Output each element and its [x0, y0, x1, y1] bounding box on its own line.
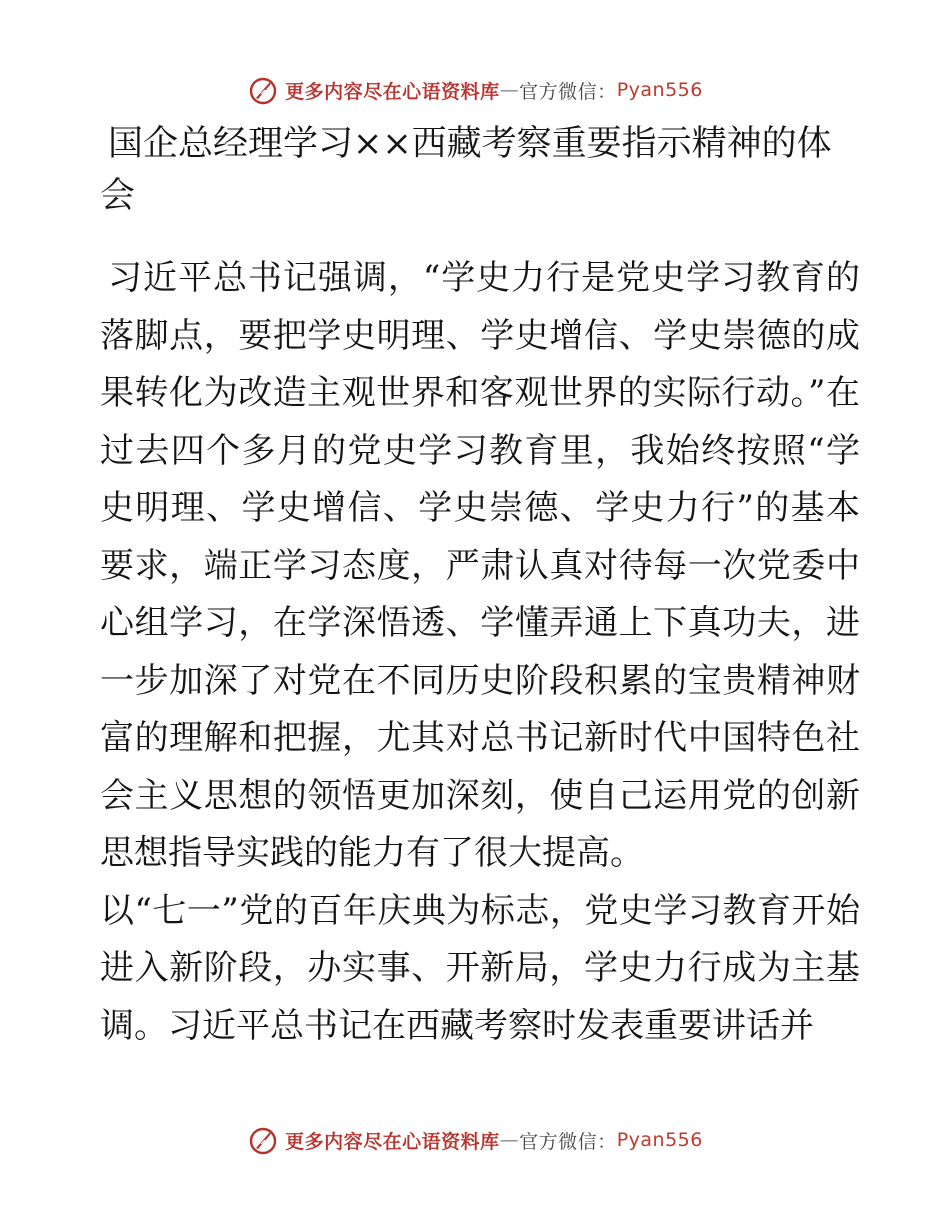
brand-text: 更多内容尽在心语资料库 — [285, 80, 500, 103]
official-wechat-label: 官方微信： — [519, 1130, 617, 1153]
footer-watermark-banner — [0, 1120, 950, 1160]
banner-dash: — — [499, 79, 520, 101]
official-wechat-label: 官方微信： — [519, 80, 617, 103]
paragraph: 习近平总书记强调，“学史力行是党史学习教育的落脚点，要把学史明理、学史增信、学史崇德的成果转化为改造主观世界和客观世界的实际行动。”在过去四个多月的党史学习教育里，我始终按照“学史明理、学史增信、学史崇德、学史力行”的基本要求，端正学习态度，严肃认真对待每一次党委中心组学习，在学深悟透、学懂弄通上下真功夫，进一步加深了对党在不同历史阶段积累的宝贵精神财富的理解和把握，尤其对总书记新时代中国特色社会主义思想的领悟更加深刻，使自己运用党的创新思想指导实践的能力有了很大提高。 — [100, 258, 860, 873]
header-watermark-banner — [0, 70, 950, 110]
document-title: 国企总经理学习××西藏考察重要指示精神的体会 — [100, 124, 832, 216]
wechat-id: Pyan556 — [616, 79, 703, 101]
paragraph: 以“七一”党的百年庆典为标志，党史学习教育开始进入新阶段，办实事、开新局，学史力行成为主基调。习近平总书记在西藏考察时发表重要讲话并 — [100, 890, 860, 1046]
brand-text: 更多内容尽在心语资料库 — [285, 1130, 500, 1153]
quill-circle-logo-icon — [247, 1124, 279, 1156]
quill-circle-logo-icon — [247, 74, 279, 106]
document-body — [100, 250, 860, 1055]
wechat-id: Pyan556 — [616, 1129, 703, 1151]
banner-dash: — — [499, 1129, 520, 1151]
